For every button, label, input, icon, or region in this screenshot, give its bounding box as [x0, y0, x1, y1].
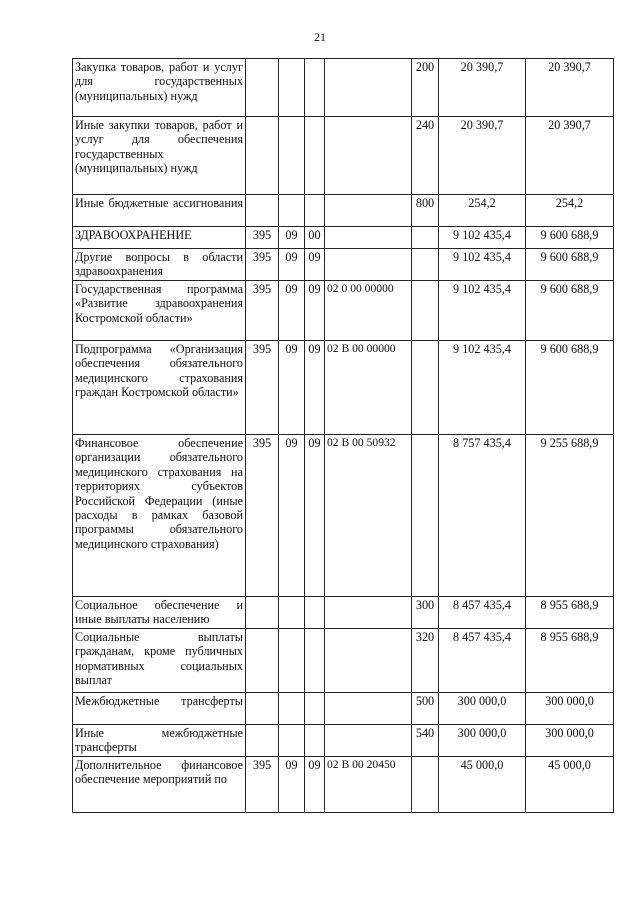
subsection-code-cell: 09: [305, 281, 325, 341]
table-row: [73, 435, 614, 597]
ved-code-cell: [246, 693, 279, 725]
expense-type-cell: 800: [412, 195, 439, 227]
expense-type-cell: 240: [412, 117, 439, 195]
row-name-cell: Другие вопросы в области здравоохранения: [73, 249, 246, 281]
amount-year1-cell: 8 757 435,4: [439, 435, 526, 597]
expense-type-cell: 320: [412, 629, 439, 693]
ved-code-cell: 395: [246, 341, 279, 435]
section-code-cell: [279, 629, 305, 693]
subsection-code-cell: [305, 629, 325, 693]
ved-code-cell: [246, 59, 279, 117]
section-code-cell: [279, 693, 305, 725]
target-article-cell: 02 В 00 50932: [325, 435, 412, 597]
subsection-code-cell: [305, 693, 325, 725]
ved-code-cell: [246, 597, 279, 629]
section-code-cell: 09: [279, 341, 305, 435]
row-name-cell: Государственная программа «Развитие здравоохранения Костромской области»: [73, 281, 246, 341]
table-row: [73, 227, 614, 249]
amount-year1-cell: 300 000,0: [439, 725, 526, 757]
row-name-cell: Социальные выплаты гражданам, кроме публичных нормативных социальных выплат: [73, 629, 246, 693]
row-name-cell: Иные межбюджетные трансферты: [73, 725, 246, 757]
expense-type-cell: [412, 435, 439, 597]
amount-year2-cell: 300 000,0: [526, 725, 614, 757]
expense-type-cell: [412, 249, 439, 281]
target-article-cell: 02 В 00 20450: [325, 757, 412, 813]
ved-code-cell: 395: [246, 249, 279, 281]
section-code-cell: [279, 597, 305, 629]
amount-year2-cell: 9 255 688,9: [526, 435, 614, 597]
amount-year2-cell: 9 600 688,9: [526, 341, 614, 435]
row-name-cell: Закупка товаров, работ и услуг для государственных (муниципальных) нужд: [73, 59, 246, 117]
row-name-cell: Иные закупки товаров, работ и услуг для обеспечения государственных (муниципальных) нужд: [73, 117, 246, 195]
subsection-code-cell: [305, 597, 325, 629]
ved-code-cell: 395: [246, 227, 279, 249]
expense-type-cell: 300: [412, 597, 439, 629]
target-article-cell: [325, 195, 412, 227]
subsection-code-cell: 09: [305, 757, 325, 813]
table-row: [73, 597, 614, 629]
amount-year1-cell: 9 102 435,4: [439, 227, 526, 249]
target-article-cell: 02 В 00 00000: [325, 341, 412, 435]
amount-year2-cell: 45 000,0: [526, 757, 614, 813]
amount-year1-cell: 8 457 435,4: [439, 597, 526, 629]
expense-type-cell: 200: [412, 59, 439, 117]
table-row: [73, 629, 614, 693]
row-name-cell: Социальное обеспечение и иные выплаты населению: [73, 597, 246, 629]
amount-year1-cell: 20 390,7: [439, 59, 526, 117]
row-name-cell: Иные бюджетные ассигнования: [73, 195, 246, 227]
target-article-cell: [325, 117, 412, 195]
table-row: [73, 59, 614, 117]
ved-code-cell: [246, 725, 279, 757]
target-article-cell: [325, 227, 412, 249]
row-name-cell: Подпрограмма «Организация обеспечения обязательного медицинского страхования граждан Костромской области»: [73, 341, 246, 435]
amount-year2-cell: 9 600 688,9: [526, 227, 614, 249]
budget-table: [72, 58, 614, 813]
section-code-cell: [279, 117, 305, 195]
table-row: [73, 195, 614, 227]
amount-year2-cell: 9 600 688,9: [526, 281, 614, 341]
section-code-cell: 09: [279, 249, 305, 281]
expense-type-cell: [412, 757, 439, 813]
amount-year2-cell: 9 600 688,9: [526, 249, 614, 281]
expense-type-cell: 540: [412, 725, 439, 757]
row-name-cell: Дополнительное финансовое обеспечение мероприятий по: [73, 757, 246, 813]
subsection-code-cell: 00: [305, 227, 325, 249]
amount-year2-cell: 20 390,7: [526, 117, 614, 195]
subsection-code-cell: [305, 725, 325, 757]
section-code-cell: 09: [279, 757, 305, 813]
target-article-cell: [325, 59, 412, 117]
subsection-code-cell: 09: [305, 435, 325, 597]
table-row: [73, 249, 614, 281]
ved-code-cell: 395: [246, 435, 279, 597]
amount-year1-cell: 45 000,0: [439, 757, 526, 813]
subsection-code-cell: [305, 117, 325, 195]
section-code-cell: [279, 725, 305, 757]
subsection-code-cell: [305, 195, 325, 227]
subsection-code-cell: [305, 59, 325, 117]
amount-year2-cell: 8 955 688,9: [526, 629, 614, 693]
section-code-cell: [279, 59, 305, 117]
target-article-cell: [325, 693, 412, 725]
ved-code-cell: 395: [246, 757, 279, 813]
amount-year1-cell: 254,2: [439, 195, 526, 227]
table-row: [73, 693, 614, 725]
amount-year2-cell: 254,2: [526, 195, 614, 227]
table-row: [73, 757, 614, 813]
expense-type-cell: [412, 281, 439, 341]
amount-year1-cell: 9 102 435,4: [439, 341, 526, 435]
section-code-cell: 09: [279, 435, 305, 597]
target-article-cell: [325, 597, 412, 629]
table-row: [73, 341, 614, 435]
table-row: [73, 725, 614, 757]
section-code-cell: 09: [279, 281, 305, 341]
ved-code-cell: 395: [246, 281, 279, 341]
amount-year2-cell: 300 000,0: [526, 693, 614, 725]
row-name-cell: Финансовое обеспечение организации обязательного медицинского страхования на территориях субъектов Российской Федерации (иные расходы в рамках базовой программы обязательного медицинского страхования): [73, 435, 246, 597]
ved-code-cell: [246, 195, 279, 227]
amount-year1-cell: 300 000,0: [439, 693, 526, 725]
expense-type-cell: 500: [412, 693, 439, 725]
section-code-cell: 09: [279, 227, 305, 249]
ved-code-cell: [246, 117, 279, 195]
subsection-code-cell: 09: [305, 249, 325, 281]
amount-year1-cell: 8 457 435,4: [439, 629, 526, 693]
amount-year1-cell: 20 390,7: [439, 117, 526, 195]
target-article-cell: [325, 629, 412, 693]
target-article-cell: 02 0 00 00000: [325, 281, 412, 341]
row-name-cell: ЗДРАВООХРАНЕНИЕ: [73, 227, 246, 249]
ved-code-cell: [246, 629, 279, 693]
amount-year2-cell: 20 390,7: [526, 59, 614, 117]
section-code-cell: [279, 195, 305, 227]
target-article-cell: [325, 725, 412, 757]
expense-type-cell: [412, 341, 439, 435]
amount-year1-cell: 9 102 435,4: [439, 249, 526, 281]
page-number: 21: [314, 30, 326, 44]
row-name-cell: Межбюджетные трансферты: [73, 693, 246, 725]
table-row: [73, 281, 614, 341]
expense-type-cell: [412, 227, 439, 249]
amount-year2-cell: 8 955 688,9: [526, 597, 614, 629]
target-article-cell: [325, 249, 412, 281]
amount-year1-cell: 9 102 435,4: [439, 281, 526, 341]
table-row: [73, 117, 614, 195]
subsection-code-cell: 09: [305, 341, 325, 435]
